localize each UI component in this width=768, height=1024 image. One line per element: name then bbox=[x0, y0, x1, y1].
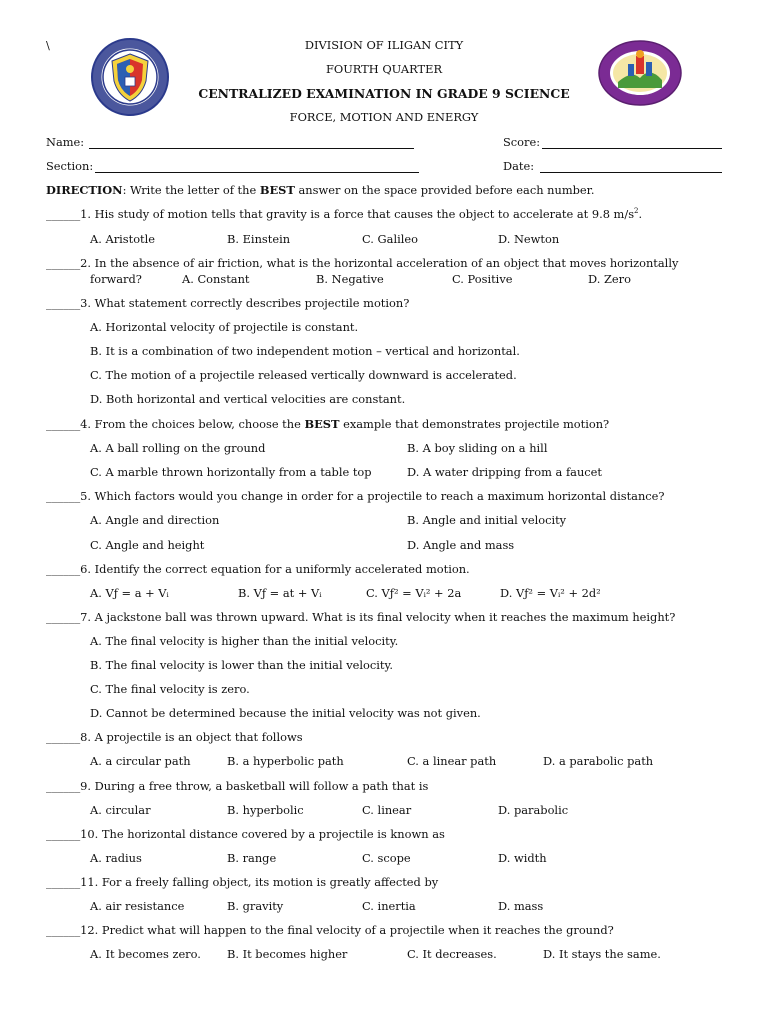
choice-7b: B. The final velocity is lower than the initial velocity. bbox=[90, 658, 394, 672]
choice-7c: C. The final velocity is zero. bbox=[90, 682, 250, 696]
direction-label: DIRECTION bbox=[46, 183, 123, 197]
answer-blank[interactable]: ______ bbox=[46, 296, 81, 310]
choice-9c: C. linear bbox=[362, 803, 412, 817]
choice-6d: D. Vƒ² = Vᵢ² + 2d² bbox=[500, 586, 601, 600]
name-field[interactable] bbox=[89, 148, 414, 149]
question-8: ______8. A projectile is an object that follows bbox=[46, 730, 303, 744]
date-label: Date: bbox=[503, 159, 535, 173]
section-field[interactable] bbox=[95, 172, 419, 173]
choice-9d: D. parabolic bbox=[498, 803, 569, 817]
choice-3a: A. Horizontal velocity of projectile is constant. bbox=[90, 320, 359, 334]
name-label: Name: bbox=[46, 135, 85, 149]
question-12: ______12. Predict what will happen to the final velocity of a projectile when it reaches the ground? bbox=[46, 923, 614, 937]
choice-10c: C. scope bbox=[362, 851, 411, 865]
choice-12b: B. It becomes higher bbox=[227, 947, 348, 961]
exam-title: CENTRALIZED EXAMINATION IN GRADE 9 SCIENCE bbox=[198, 86, 570, 101]
choice-1c: C. Galileo bbox=[362, 232, 418, 246]
choice-6a: A. Vƒ = a + Vᵢ bbox=[90, 586, 169, 600]
question-5: ______5. Which factors would you change in order for a projectile to reach a maximum horizontal distance? bbox=[46, 489, 665, 503]
score-field[interactable] bbox=[542, 148, 722, 149]
choice-8c: C. a linear path bbox=[407, 754, 497, 768]
choice-12d: D. It stays the same. bbox=[543, 947, 661, 961]
answer-blank[interactable]: ______ bbox=[46, 923, 81, 937]
choice-7a: A. The final velocity is higher than the initial velocity. bbox=[90, 634, 399, 648]
answer-blank[interactable]: ______ bbox=[46, 875, 81, 889]
answer-blank[interactable]: ______ bbox=[46, 610, 81, 624]
division-title: DIVISION OF ILIGAN CITY bbox=[304, 38, 464, 52]
question-2: ______2. In the absence of air friction, what is the horizontal acceleration of an object that moves horizontally bbox=[46, 256, 679, 270]
section-label: Section: bbox=[46, 159, 94, 173]
choice-11c: C. inertia bbox=[362, 899, 416, 913]
choice-2c: C. Positive bbox=[452, 272, 513, 286]
answer-blank[interactable]: ______ bbox=[46, 256, 81, 270]
direction-line: DIRECTION: Write the letter of the BEST answer on the space provided before each number. bbox=[46, 183, 595, 197]
choice-2a: A. Constant bbox=[182, 272, 250, 286]
question-3: ______3. What statement correctly describes projectile motion? bbox=[46, 296, 410, 310]
answer-blank[interactable]: ______ bbox=[46, 779, 81, 793]
choice-4c: C. A marble thrown horizontally from a table top bbox=[90, 465, 372, 479]
choice-3c: C. The motion of a projectile released vertically downward is accelerated. bbox=[90, 368, 517, 382]
choice-2b: B. Negative bbox=[316, 272, 384, 286]
choice-1b: B. Einstein bbox=[227, 232, 291, 246]
choice-11d: D. mass bbox=[498, 899, 544, 913]
answer-blank[interactable]: ______ bbox=[46, 827, 81, 841]
answer-blank[interactable]: ______ bbox=[46, 489, 81, 503]
choice-5a: A. Angle and direction bbox=[90, 513, 220, 527]
choice-4b: B. A boy sliding on a hill bbox=[407, 441, 548, 455]
question-9: ______9. During a free throw, a basketball will follow a path that is bbox=[46, 779, 429, 793]
choice-2d: D. Zero bbox=[588, 272, 631, 286]
answer-blank[interactable]: ______ bbox=[46, 207, 81, 221]
choice-12a: A. It becomes zero. bbox=[90, 947, 201, 961]
choice-6b: B. Vƒ = at + Vᵢ bbox=[238, 586, 322, 600]
choice-11a: A. air resistance bbox=[90, 899, 185, 913]
question-2-continuation: forward? bbox=[90, 272, 142, 286]
question-10: ______10. The horizontal distance covered by a projectile is known as bbox=[46, 827, 445, 841]
choice-4d: D. A water dripping from a faucet bbox=[407, 465, 602, 479]
question-7: ______7. A jackstone ball was thrown upward. What is its final velocity when it reaches the maximum height? bbox=[46, 610, 676, 624]
choice-5d: D. Angle and mass bbox=[407, 538, 515, 552]
date-field[interactable] bbox=[540, 172, 722, 173]
subject-title: FORCE, MOTION AND ENERGY bbox=[289, 110, 479, 124]
answer-blank[interactable]: ______ bbox=[46, 730, 81, 744]
choice-8b: B. a hyperbolic path bbox=[227, 754, 344, 768]
choice-4a: A. A ball rolling on the ground bbox=[90, 441, 266, 455]
answer-blank[interactable]: ______ bbox=[46, 562, 81, 576]
choice-11b: B. gravity bbox=[227, 899, 284, 913]
question-4: ______4. From the choices below, choose the BEST example that demonstrates projectile motion? bbox=[46, 417, 610, 431]
choice-1d: D. Newton bbox=[498, 232, 560, 246]
question-1: ______1. His study of motion tells that gravity is a force that causes the object to accelerate at 9.8 $m/s^2$. bbox=[46, 207, 643, 221]
choice-10d: D. width bbox=[498, 851, 547, 865]
question-6: ______6. Identify the correct equation for a uniformly accelerated motion. bbox=[46, 562, 470, 576]
choice-8d: D. a parabolic path bbox=[543, 754, 654, 768]
choice-7d: D. Cannot be determined because the initial velocity was not given. bbox=[90, 706, 481, 720]
choice-3b: B. It is a combination of two independent motion – vertical and horizontal. bbox=[90, 344, 520, 358]
choice-5c: C. Angle and height bbox=[90, 538, 205, 552]
choice-10a: A. radius bbox=[90, 851, 142, 865]
choice-9a: A. circular bbox=[90, 803, 151, 817]
choice-6c: C. Vƒ² = Vᵢ² + 2a bbox=[366, 586, 462, 600]
choice-10b: B. range bbox=[227, 851, 277, 865]
choice-3d: D. Both horizontal and vertical velocities are constant. bbox=[90, 392, 406, 406]
question-11: ______11. For a freely falling object, its motion is greatly affected by bbox=[46, 875, 439, 889]
choice-8a: A. a circular path bbox=[90, 754, 191, 768]
choice-9b: B. hyperbolic bbox=[227, 803, 304, 817]
choice-5b: B. Angle and initial velocity bbox=[407, 513, 567, 527]
quarter-title: FOURTH QUARTER bbox=[325, 62, 443, 76]
choice-1a: A. Aristotle bbox=[90, 232, 156, 246]
corner-mark: \ bbox=[46, 38, 50, 52]
score-label: Score: bbox=[503, 135, 541, 149]
choice-12c: C. It decreases. bbox=[407, 947, 497, 961]
answer-blank[interactable]: ______ bbox=[46, 417, 81, 431]
